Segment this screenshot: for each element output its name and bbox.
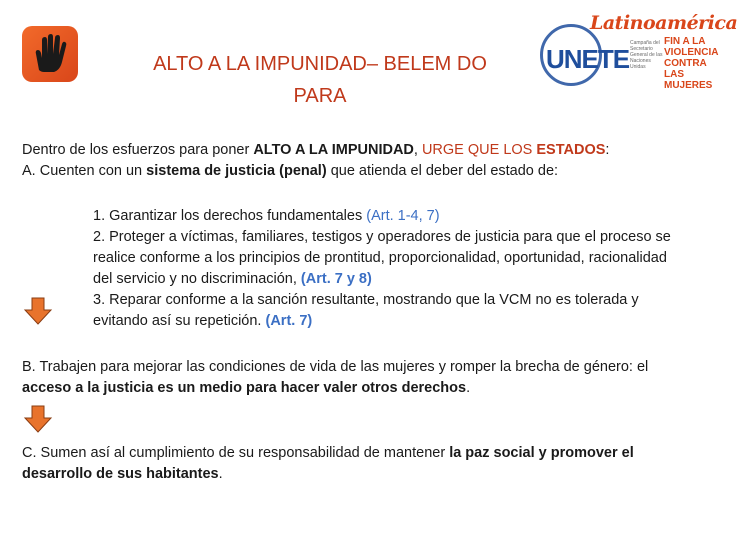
intro-urge: URGE QUE LOS xyxy=(421,142,537,158)
arrow-down-icon xyxy=(23,296,53,326)
hand-stop-icon xyxy=(22,26,78,82)
para-a-bold: sistema de justicia (penal) xyxy=(146,163,327,179)
campaign-name: FIN A LA VIOLENCIA CONTRA LAS MUJERES xyxy=(664,36,719,91)
title-line-1: ALTO A LA IMPUNIDAD– BELEM DO xyxy=(153,53,487,75)
list-item xyxy=(93,290,683,332)
campaign-small-text: Campaña del Secretario General de las Naciones Unidas xyxy=(630,40,663,70)
para-a-tail: que atienda el deber del estado de: xyxy=(326,163,559,179)
intro-paragraph xyxy=(22,140,702,161)
article-ref: (Art. 1-4, 7) xyxy=(366,208,440,224)
para-c-bold: la paz social y promover el desarrollo de sus habitantes xyxy=(22,445,634,482)
article-ref: (Art. 7 y 8) xyxy=(300,271,372,287)
intro-comma: , xyxy=(413,142,422,158)
list-item-text: 1. Garantizar los derechos fundamentales xyxy=(93,208,367,224)
title-line-2: PARA xyxy=(293,85,347,107)
paragraph-c xyxy=(22,443,692,485)
article-ref: (Art. 7) xyxy=(265,313,313,329)
paragraph-b xyxy=(22,357,692,399)
list-item-text: 2. Proteger a víctimas, familiares, testigos y operadores de justicia para que el proceso se realice conforme a los principios de prontitud, proporcionalidad, oportunidad, racionalidad del servicio y no discriminación, xyxy=(93,229,671,287)
para-c-text: C. Sumen así al cumplimiento de su responsabilidad de mantener xyxy=(22,445,450,461)
intro-bold: ALTO A LA IMPUNIDAD xyxy=(253,142,414,158)
unete-wordmark: UNETE xyxy=(546,44,630,74)
para-b-bold: acceso a la justicia es un medio para hacer valer otros derechos xyxy=(22,380,467,396)
partner-logo xyxy=(538,10,737,102)
arrow-down-icon xyxy=(23,404,53,434)
list-item xyxy=(93,227,683,290)
para-c-tail: . xyxy=(218,466,223,482)
brand-latinoamerica: Latinoamérica xyxy=(590,12,737,34)
list-item xyxy=(93,206,683,227)
intro-text: Dentro de los esfuerzos para poner xyxy=(22,142,254,158)
paragraph-a xyxy=(22,161,702,182)
para-a-text: A. Cuenten con un xyxy=(22,163,147,179)
intro-estados: ESTADOS xyxy=(536,142,606,158)
numbered-list xyxy=(93,206,683,332)
page-title xyxy=(100,48,540,112)
para-b-text: B. Trabajen para mejorar las condiciones de vida de las mujeres y romper la brecha de género: el xyxy=(22,359,649,375)
intro-colon: : xyxy=(605,142,610,158)
list-item-text: 3. Reparar conforme a la sanción resultante, mostrando que la VCM no es tolerada y evitando así su repetición. xyxy=(93,292,639,329)
para-b-tail: . xyxy=(466,380,471,396)
intro-block xyxy=(22,140,702,182)
